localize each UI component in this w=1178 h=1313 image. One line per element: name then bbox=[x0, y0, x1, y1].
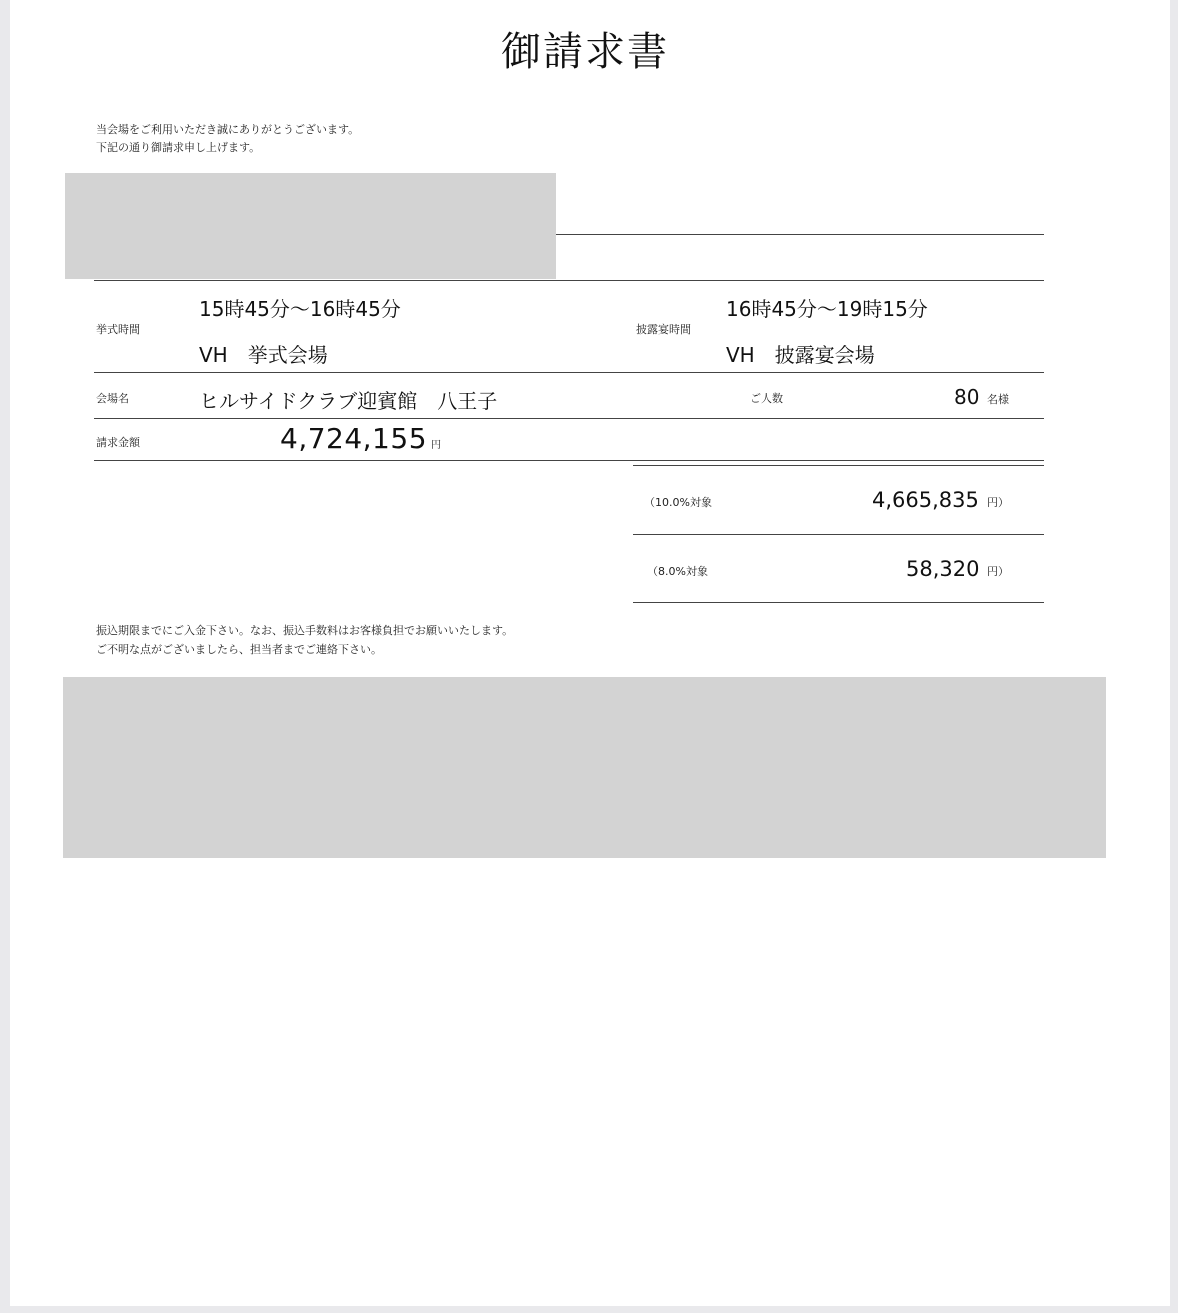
tax-8-label: （8.0%対象 bbox=[647, 565, 708, 578]
invoice-amount-unit: 円 bbox=[431, 440, 441, 451]
document-title: 御請求書 bbox=[501, 29, 669, 75]
ceremony-place-value: VH 挙式会場 bbox=[199, 343, 328, 367]
redacted-recipient bbox=[65, 173, 556, 279]
tax-8-unit: 円） bbox=[987, 565, 1009, 578]
tax-10-label: （10.0%対象 bbox=[644, 496, 712, 509]
redacted-bank-details bbox=[63, 677, 1106, 858]
reception-time-label: 披露宴時間 bbox=[636, 323, 691, 336]
tax-table-bottom bbox=[633, 602, 1044, 603]
greeting-line-1: 当会場をご利用いただき誠にありがとうございます。 bbox=[96, 123, 360, 136]
invoice-amount-label: 請求金額 bbox=[96, 436, 140, 449]
ceremony-time-value: 15時45分〜16時45分 bbox=[199, 297, 401, 321]
tax-10-amount: 4,665,835 bbox=[872, 488, 979, 512]
tax-divider bbox=[633, 534, 1044, 535]
guests-value: 80 bbox=[954, 385, 980, 409]
venue-label: 会場名 bbox=[96, 392, 129, 405]
divider bbox=[94, 280, 1044, 281]
invoice-page bbox=[10, 0, 1170, 1306]
ceremony-time-label: 挙式時間 bbox=[96, 323, 140, 336]
note-line-2: ご不明な点がございましたら、担当者までご連絡下さい。 bbox=[96, 643, 382, 656]
guests-label: ご人数 bbox=[750, 392, 783, 405]
tax-table-top bbox=[633, 465, 1044, 466]
invoice-amount-value: 4,724,155 bbox=[280, 422, 428, 455]
guests-unit: 名様 bbox=[987, 393, 1009, 406]
reception-place-value: VH 披露宴会場 bbox=[726, 343, 875, 367]
divider bbox=[94, 372, 1044, 373]
greeting-line-2: 下記の通り御請求申し上げます。 bbox=[96, 141, 261, 154]
note-line-1: 振込期限までにご入金下さい。なお、振込手数料はお客様負担でお願いいたします。 bbox=[96, 624, 514, 637]
venue-value: ヒルサイドクラブ迎賓館 八王子 bbox=[199, 389, 498, 413]
recipient-underline bbox=[556, 234, 1044, 235]
tax-8-amount: 58,320 bbox=[906, 557, 980, 581]
divider bbox=[94, 418, 1044, 419]
reception-time-value: 16時45分〜19時15分 bbox=[726, 297, 928, 321]
divider bbox=[94, 460, 1044, 461]
tax-10-unit: 円） bbox=[987, 496, 1009, 509]
